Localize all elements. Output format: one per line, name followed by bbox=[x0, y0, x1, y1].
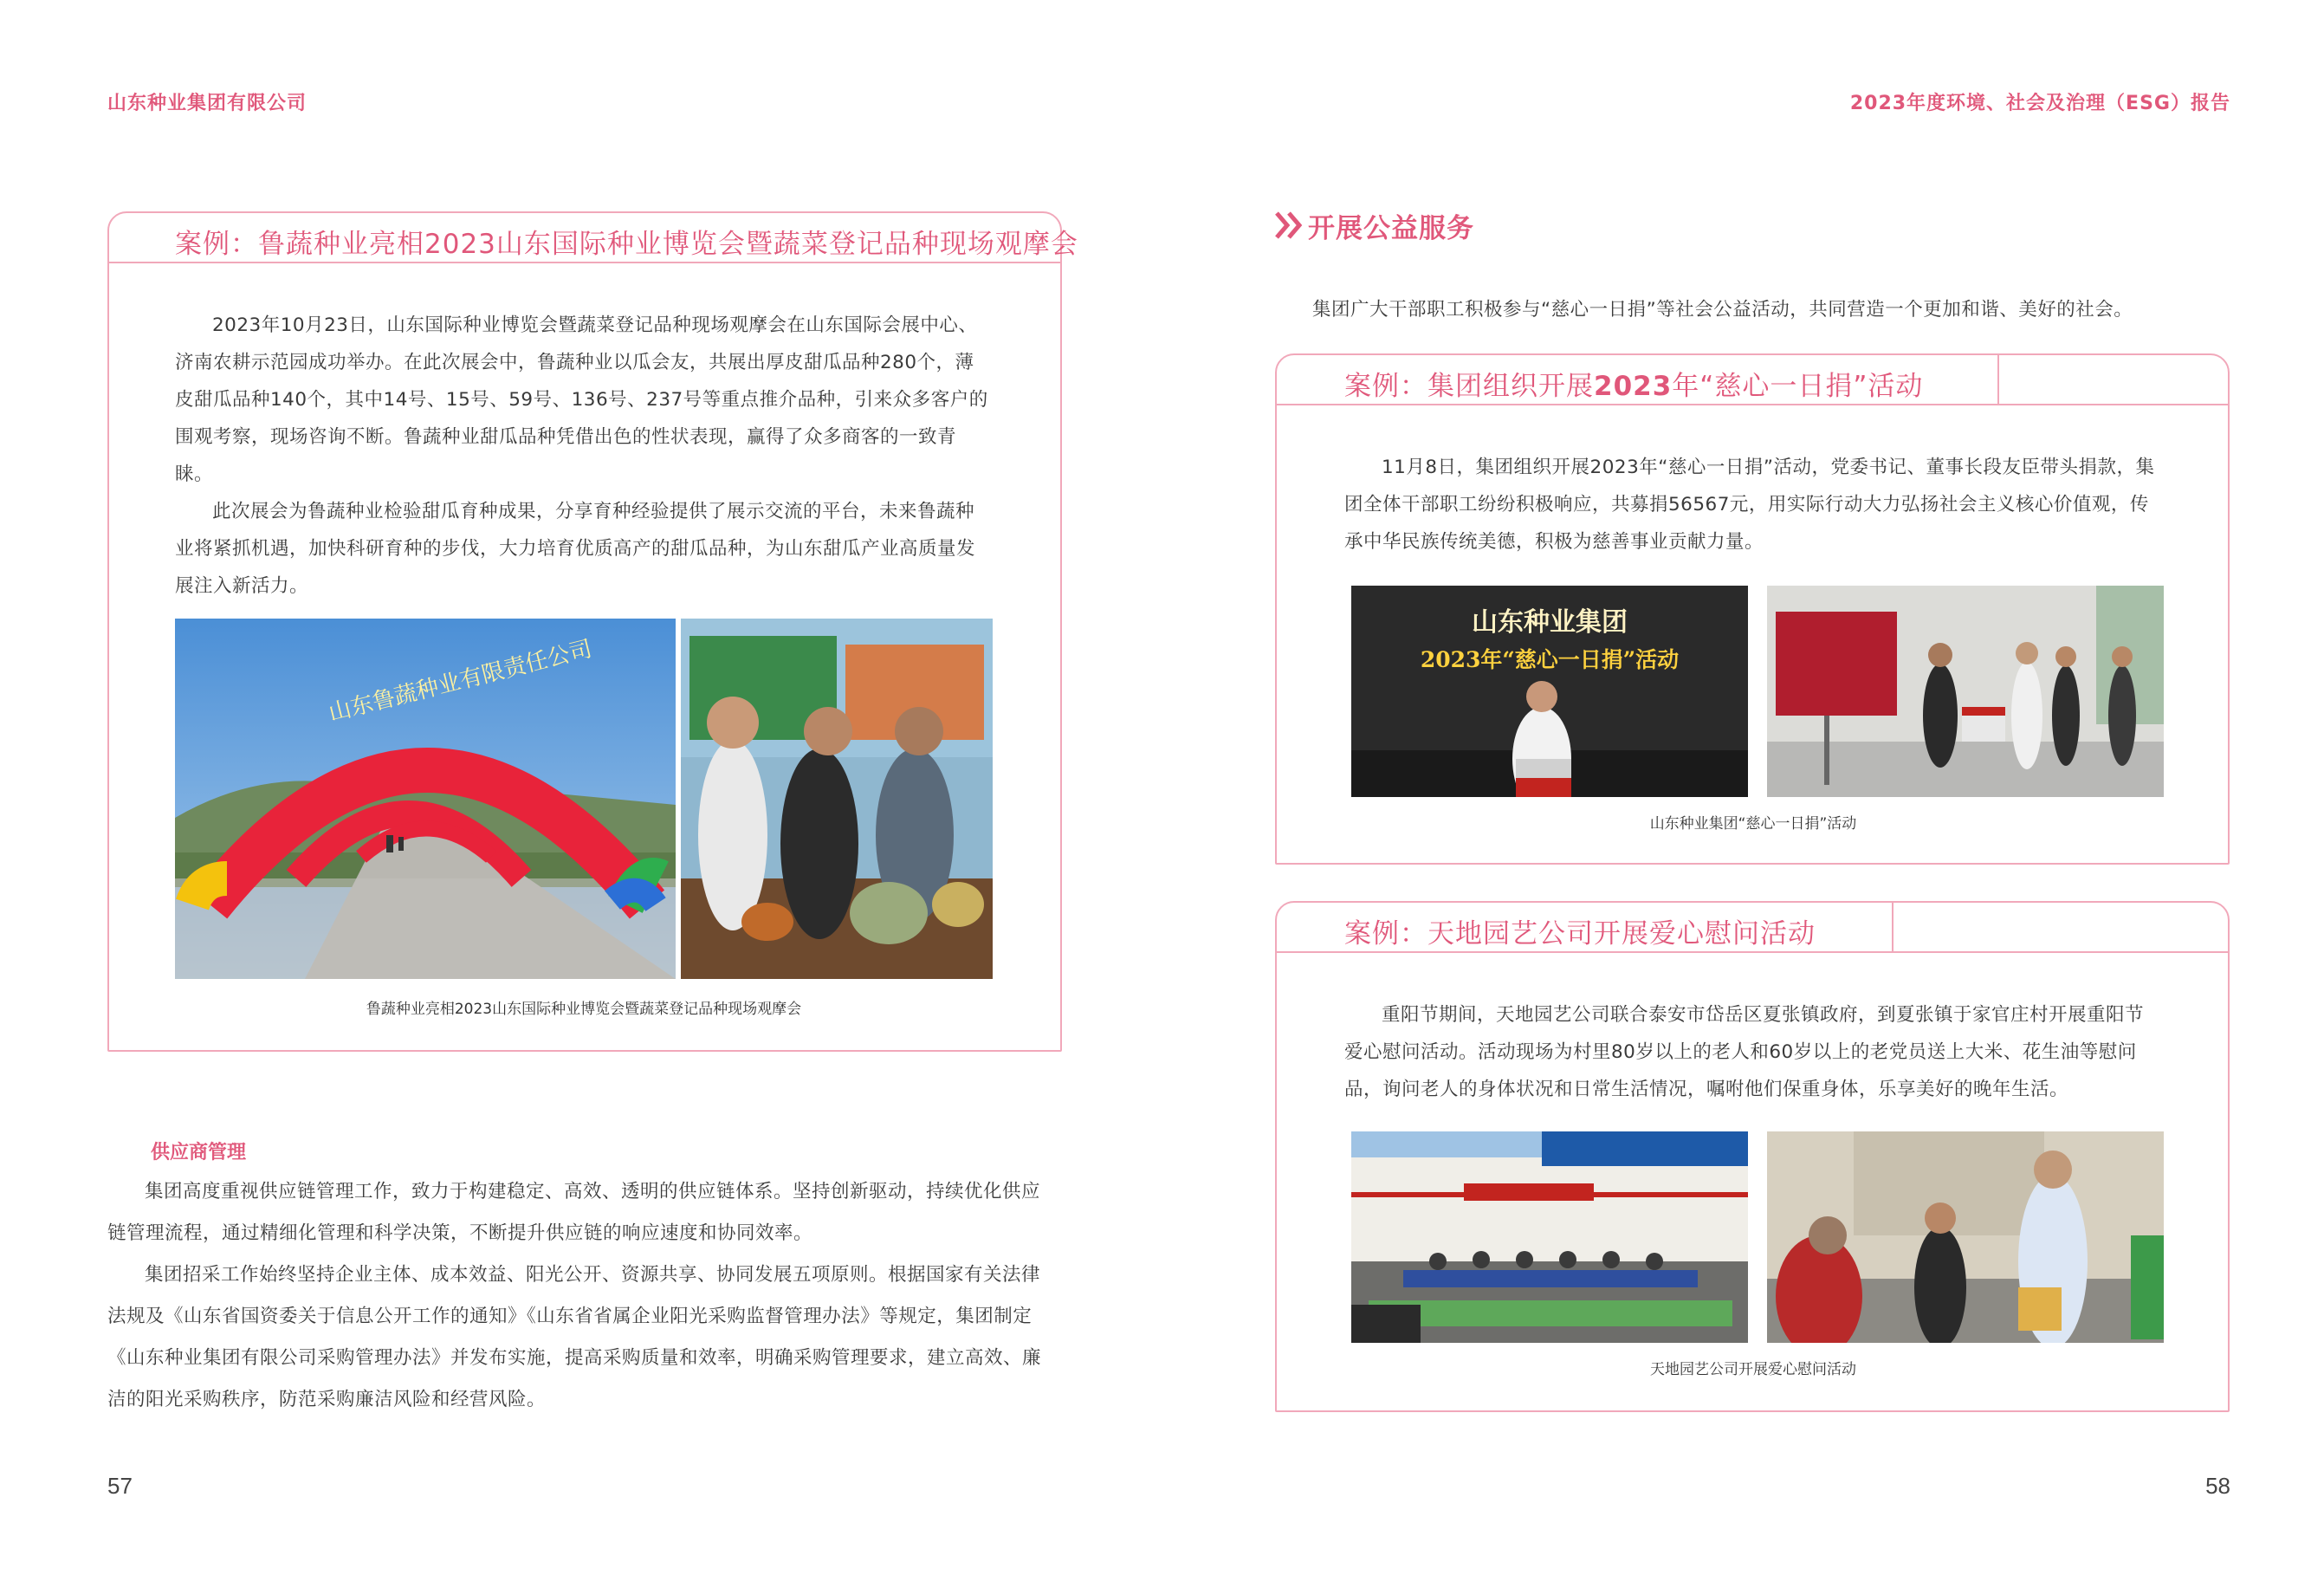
case-title-donation-prefix: 案例：集团组织开展 bbox=[1344, 371, 1594, 402]
case-title-donation-year: 2023 bbox=[1594, 371, 1673, 402]
case-donation-paragraph: 11月8日，集团组织开展2023年“慈心一日捐”活动，党委书记、董事长段友臣带头捐款，集团全体干部职工纷纷积极响应，共募捐56567元，用实际行动大力弘扬社会主义核心价值观，传承中华民族传统美德，积极为慈善事业贡献力量。 bbox=[1344, 457, 2155, 553]
case-expo-paragraph: 2023年10月23日，山东国际种业博览会暨蔬菜登记品种现场观摩会在山东国际会展中心、济南农耕示范园成功举办。在此次展会中，鲁蔬种业以瓜会友，共展出厚皮甜瓜品种280个，薄皮甜瓜品种140个，其中14号、15号、59号、136号、237号等重点推介品种，引来众多客户的围观考察，现场咨询不断。鲁蔬种业甜瓜品种凭借出色的性状表现，赢得了众多商客的一致青睐。 bbox=[175, 314, 988, 485]
case-title-donation-suffix: 年“慈心一日捐”活动 bbox=[1672, 371, 1924, 402]
case-title-elderly: 案例：天地园艺公司开展爱心慰问活动 bbox=[1344, 918, 1816, 950]
case-title-donation bbox=[1344, 364, 1923, 403]
supplier-paragraph: 集团高度重视供应链管理工作，致力于构建稳定、高效、透明的供应链体系。坚持创新驱动，持续优化供应链管理流程，通过精细化管理和科学决策，不断提升供应链的响应速度和协同效率。 bbox=[107, 1181, 1041, 1244]
case-title-expo: 案例：鲁蔬种业亮相2023山东国际种业博览会暨蔬菜登记品种现场观摩会 bbox=[175, 229, 1078, 260]
charity-intro: 集团广大干部职工积极参与“慈心一日捐”等社会公益活动，共同营造一个更加和谐、美好的社会。 bbox=[1312, 299, 2133, 321]
photo-expo-visitors bbox=[681, 619, 993, 979]
caption-expo: 鲁蔬种业亮相2023山东国际种业博览会暨蔬菜登记品种现场观摩会 bbox=[366, 1001, 802, 1018]
supplier-heading: 供应商管理 bbox=[151, 1142, 247, 1163]
case-expo-text bbox=[175, 307, 993, 605]
photo-expo-arch bbox=[175, 619, 676, 979]
screen-text-line2: 2023年“慈心一日捐”活动 bbox=[1420, 647, 1680, 672]
caption-donation: 山东种业集团“慈心一日捐”活动 bbox=[1649, 815, 1857, 833]
chevron-double-icon bbox=[1273, 208, 1304, 246]
case-donation-text bbox=[1344, 449, 2162, 561]
company-name: 山东种业集团有限公司 bbox=[107, 93, 307, 114]
photo-elderly-meeting bbox=[1351, 1131, 1748, 1343]
arch-banner-text: 山东鲁蔬种业有限责任公司 bbox=[326, 636, 595, 727]
caption-elderly: 天地园艺公司开展爱心慰问活动 bbox=[1650, 1361, 1856, 1378]
tab-divider bbox=[1997, 353, 1999, 404]
photo-donation-room bbox=[1767, 586, 2164, 797]
case-elderly-paragraph: 重阳节期间，天地园艺公司联合泰安市岱岳区夏张镇政府，到夏张镇于家官庄村开展重阳节爱心慰问活动。活动现场为村里80岁以上的老人和60岁以上的老党员送上大米、花生油等慰问品，询问老人的身体状况和日常生活情况，嘱咐他们保重身体，乐享美好的晚年生活。 bbox=[1344, 1004, 2145, 1100]
case-elderly-text bbox=[1344, 996, 2162, 1108]
case-expo-paragraph: 此次展会为鲁蔬种业检验甜瓜育种成果，分享育种经验提供了展示交流的平台，未来鲁蔬种业将紧抓机遇，加快科研育种的步伐，大力培育优质高产的甜瓜品种，为山东甜瓜产业高质量发展注入新活力。 bbox=[175, 501, 976, 597]
section-title-charity: 开展公益服务 bbox=[1308, 213, 1474, 244]
tab-divider bbox=[1892, 901, 1894, 951]
report-title: 2023年度环境、社会及治理（ESG）报告 bbox=[1849, 93, 2230, 114]
photo-donation-stage bbox=[1351, 586, 1748, 797]
page-number-left: 57 bbox=[107, 1473, 133, 1499]
supplier-text bbox=[107, 1171, 1058, 1421]
screen-text-line1: 山东种业集团 bbox=[1472, 607, 1628, 638]
page-number-right: 58 bbox=[2205, 1473, 2230, 1499]
photo-elderly-gifts bbox=[1767, 1131, 2164, 1343]
supplier-paragraph: 集团招采工作始终坚持企业主体、成本效益、阳光公开、资源共享、协同发展五项原则。根据国家有关法律法规及《山东省国资委关于信息公开工作的通知》《山东省省属企业阳光采购监督管理办法》等规定，集团制定《山东种业集团有限公司采购管理办法》并发布实施，提高采购质量和效率，明确采购管理要求，建立高效、廉洁的阳光采购秩序，防范采购廉洁风险和经营风险。 bbox=[107, 1264, 1042, 1410]
